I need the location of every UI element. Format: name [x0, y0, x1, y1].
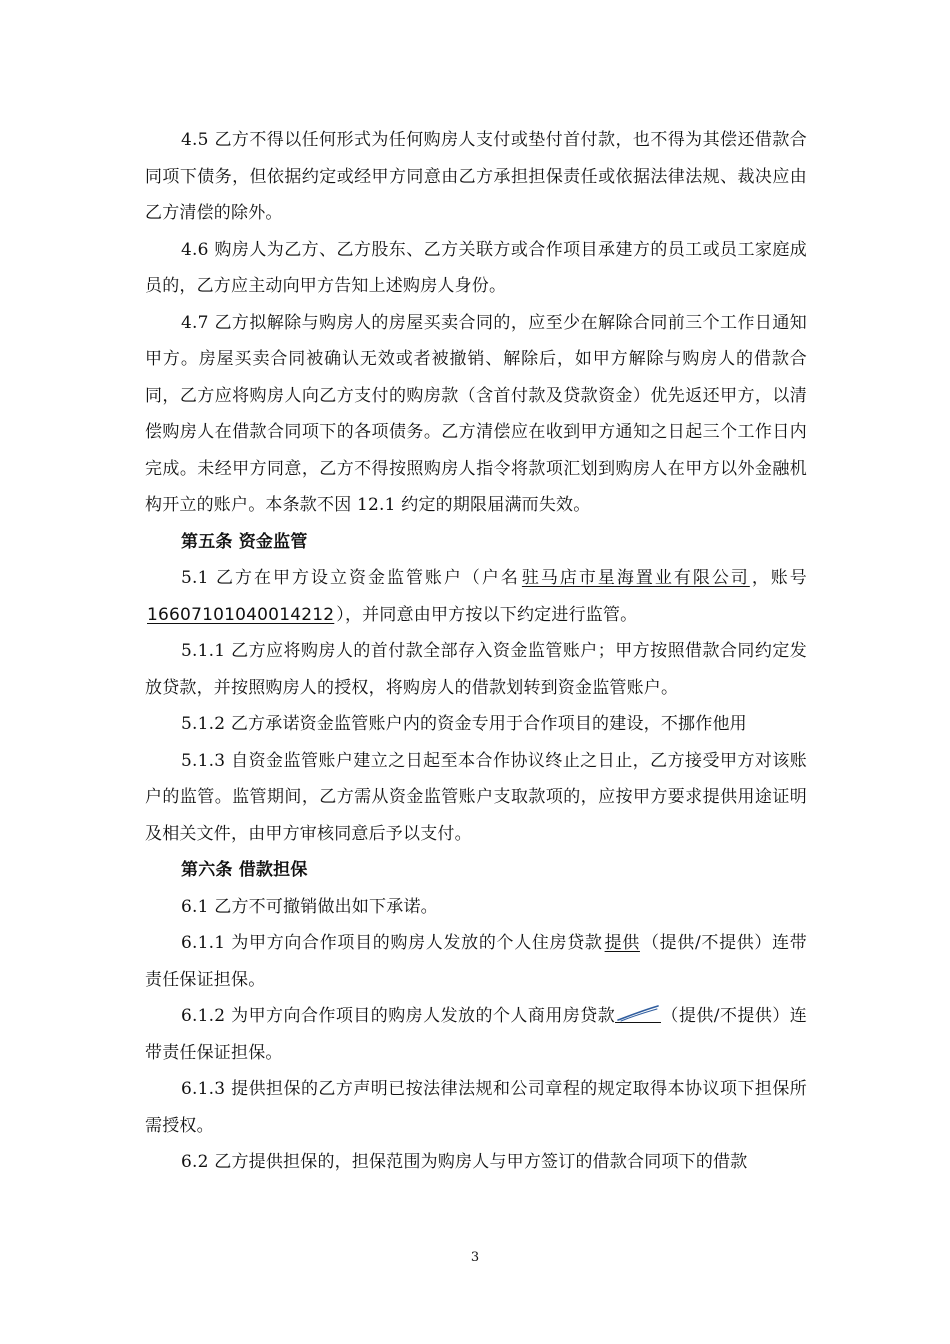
clause-5-1-text-end: ），并同意由甲方按以下约定进行监管。	[336, 604, 638, 625]
clause-6-1-2	[145, 998, 807, 1071]
clause-6-1-2-text-start: 6.1.2 为甲方向合作项目的购房人发放的个人商用房贷款	[181, 1006, 616, 1026]
clause-4-5: 4.5 乙方不得以任何形式为任何购房人支付或垫付首付款，也不得为其偿还借款合同项下债务，但依据约定或经甲方同意由乙方承担担保责任或依据法律法规、裁决应由乙方清偿的除外。	[145, 130, 807, 223]
clause-5-1-text-start: 5.1 乙方在甲方设立资金监管账户（户名	[181, 568, 520, 588]
article-5-heading: 第五条 资金监管	[181, 531, 308, 552]
clause-6-1-1-text-start: 6.1.1 为甲方向合作项目的购房人发放的个人住房贷款	[181, 933, 603, 953]
handwritten-slash-mark	[615, 1004, 661, 1022]
clause-4-7: 4.7 乙方拟解除与购房人的房屋买卖合同的，应至少在解除合同前三个工作日通知甲方。房屋买卖合同被确认无效或者被撤销、解除后，如甲方解除与购房人的借款合同，乙方应将购房人向乙方支付的购房款（含首付款及贷款资金）优先返还甲方，以清偿购房人在借款合同项下的各项债务。乙方清偿应在收到甲方通知之日起三个工作日内完成。未经甲方同意，乙方不得按照购房人指令将款项汇划到购房人在甲方以外金融机构开立的账户。本条款不因 12.1 约定的期限届满而失效。	[145, 312, 807, 515]
document-body	[145, 122, 807, 1181]
commercial-loan-guarantee-field	[615, 1004, 661, 1023]
clause-6-1: 6.1 乙方不可撤销做出如下承诺。	[181, 896, 438, 917]
clause-5-1	[145, 560, 807, 633]
clause-6-2: 6.2 乙方提供担保的，担保范围为购房人与甲方签订的借款合同项下的借款	[181, 1152, 748, 1172]
clause-5-1-text-mid: ，账号	[751, 568, 807, 588]
account-number-field: 16607101040014212	[147, 604, 335, 625]
article-6-heading: 第六条 借款担保	[181, 860, 308, 880]
clause-6-1-1	[145, 925, 807, 998]
clause-6-1-1-text-end: （提供/不提供）连带责任保证担保。	[145, 933, 807, 990]
clause-5-1-2: 5.1.2 乙方承诺资金监管账户内的资金专用于合作项目的建设，不挪作他用	[181, 714, 747, 734]
housing-loan-guarantee-field: 提供	[604, 933, 640, 953]
account-name-field: 驻马店市星海置业有限公司	[521, 568, 750, 588]
clause-6-1-3: 6.1.3 提供担保的乙方声明已按法律法规和公司章程的规定取得本协议项下担保所需授权。	[145, 1079, 807, 1136]
clause-4-6: 4.6 购房人为乙方、乙方股东、乙方关联方或合作项目承建方的员工或员工家庭成员的，乙方应主动向甲方告知上述购房人身份。	[145, 239, 807, 296]
clause-6-1-2-text-end: （提供/不提供）连带责任保证担保。	[145, 1006, 807, 1063]
page-number: 3	[470, 1250, 480, 1265]
clause-5-1-1: 5.1.1 乙方应将购房人的首付款全部存入资金监管账户；甲方按照借款合同约定发放贷款，并按照购房人的授权，将购房人的借款划转到资金监管账户。	[145, 641, 807, 698]
clause-5-1-3: 5.1.3 自资金监管账户建立之日起至本合作协议终止之日止，乙方接受甲方对该账户的监管。监管期间，乙方需从资金监管账户支取款项的，应按甲方要求提供用途证明及相关文件，由甲方审核同意后予以支付。	[145, 750, 807, 844]
